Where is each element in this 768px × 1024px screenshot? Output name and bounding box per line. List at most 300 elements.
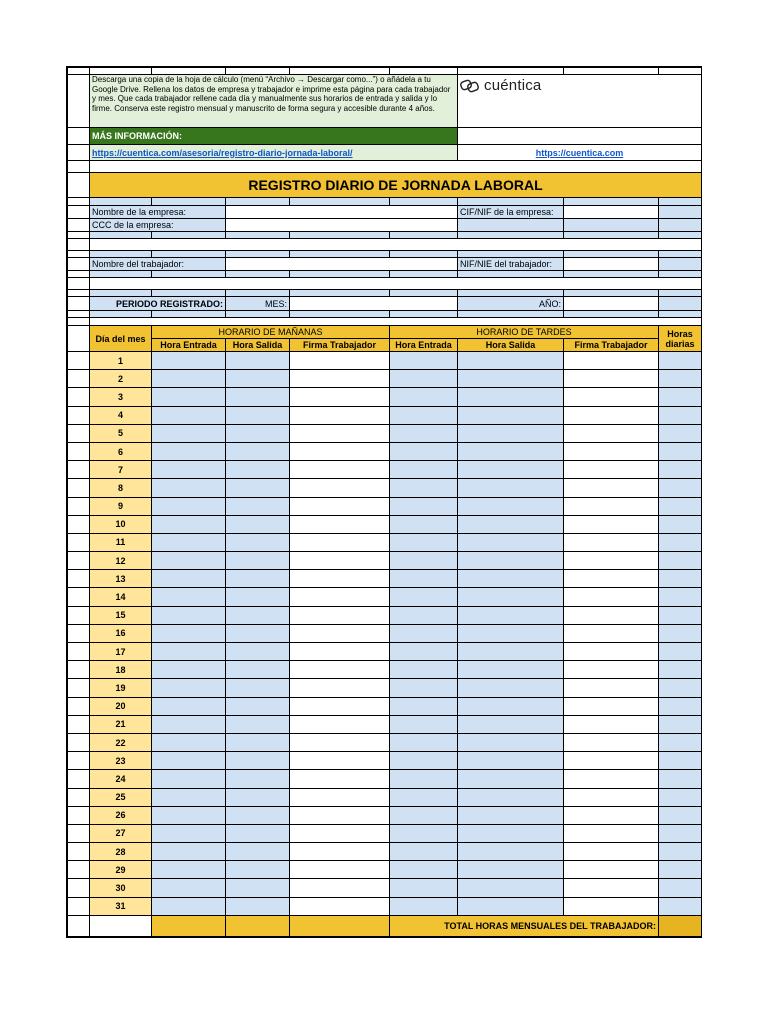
morning-entry-cell[interactable] — [152, 533, 226, 551]
daily-hours-cell[interactable] — [659, 733, 702, 751]
day-row — [68, 824, 702, 842]
afternoon-entry-cell[interactable] — [390, 697, 458, 715]
morning-signature-cell[interactable] — [290, 843, 390, 861]
morning-signature-cell[interactable] — [290, 897, 390, 915]
morning-signature-cell[interactable] — [290, 406, 390, 424]
daily-hours-cell[interactable] — [659, 352, 702, 370]
morning-signature-cell[interactable] — [290, 770, 390, 788]
row-gutter — [68, 370, 90, 388]
total-hours-label: TOTAL HORAS MENSUALES DEL TRABAJADOR: — [390, 915, 659, 936]
morning-entry-cell[interactable] — [152, 661, 226, 679]
morning-signature-cell[interactable] — [290, 352, 390, 370]
afternoon-signature-cell[interactable] — [564, 843, 659, 861]
daily-hours-cell[interactable] — [659, 515, 702, 533]
morning-entry-cell[interactable] — [152, 406, 226, 424]
afternoon-signature-cell[interactable] — [564, 552, 659, 570]
morning-entry-cell[interactable] — [152, 843, 226, 861]
morning-exit-cell[interactable] — [226, 679, 290, 697]
afternoon-exit-cell[interactable] — [458, 770, 564, 788]
day-row — [68, 879, 702, 897]
day-number: 12 — [90, 552, 152, 570]
afternoon-entry-cell[interactable] — [390, 752, 458, 770]
day-row — [68, 843, 702, 861]
month-field[interactable] — [290, 297, 458, 311]
afternoon-entry-cell[interactable] — [390, 497, 458, 515]
day-row — [68, 533, 702, 551]
day-number: 19 — [90, 679, 152, 697]
morning-signature-cell[interactable] — [290, 370, 390, 388]
afternoon-signature-cell[interactable] — [564, 497, 659, 515]
afternoon-signature-cell[interactable] — [564, 570, 659, 588]
morning-signature-cell[interactable] — [290, 461, 390, 479]
row-gutter — [68, 588, 90, 606]
morning-exit-cell[interactable] — [226, 552, 290, 570]
day-number: 6 — [90, 442, 152, 460]
morning-signature-cell[interactable] — [290, 606, 390, 624]
morning-entry-cell[interactable] — [152, 733, 226, 751]
morning-entry-cell[interactable] — [152, 752, 226, 770]
row-gutter — [68, 497, 90, 515]
afternoon-signature-cell[interactable] — [564, 479, 659, 497]
morning-entry-cell[interactable] — [152, 624, 226, 642]
ccc-field[interactable] — [226, 219, 458, 232]
morning-exit-cell[interactable] — [226, 661, 290, 679]
worker-nif-label: NIF/NIE del trabajador: — [458, 258, 564, 271]
company-name-field[interactable] — [226, 206, 458, 219]
daily-hours-cell[interactable] — [659, 479, 702, 497]
morning-signature-cell[interactable] — [290, 624, 390, 642]
afternoon-signature-cell[interactable] — [564, 533, 659, 551]
afternoon-entry-cell[interactable] — [390, 843, 458, 861]
afternoon-entry-cell[interactable] — [390, 406, 458, 424]
afternoon-entry-cell[interactable] — [390, 715, 458, 733]
morning-exit-cell[interactable] — [226, 879, 290, 897]
article-link[interactable]: https://cuentica.com/asesoria/registro-diario-jornada-laboral/ — [92, 147, 353, 158]
afternoon-exit-cell[interactable] — [458, 588, 564, 606]
morning-exit-cell[interactable] — [226, 643, 290, 661]
morning-entry-header: Hora Entrada — [152, 339, 226, 352]
afternoon-signature-cell[interactable] — [564, 861, 659, 879]
day-rows — [68, 352, 702, 916]
day-row — [68, 588, 702, 606]
morning-exit-cell[interactable] — [226, 897, 290, 915]
day-number: 18 — [90, 661, 152, 679]
day-row — [68, 806, 702, 824]
morning-signature-cell[interactable] — [290, 643, 390, 661]
afternoon-exit-cell[interactable] — [458, 570, 564, 588]
morning-entry-cell[interactable] — [152, 497, 226, 515]
morning-exit-cell[interactable] — [226, 806, 290, 824]
afternoon-entry-cell[interactable] — [390, 733, 458, 751]
afternoon-signature-cell[interactable] — [564, 442, 659, 460]
morning-signature-cell[interactable] — [290, 679, 390, 697]
afternoon-exit-cell[interactable] — [458, 370, 564, 388]
afternoon-exit-cell[interactable] — [458, 733, 564, 751]
row-gutter — [68, 388, 90, 406]
day-number: 2 — [90, 370, 152, 388]
day-row — [68, 497, 702, 515]
row-gutter — [68, 733, 90, 751]
afternoon-entry-cell[interactable] — [390, 588, 458, 606]
morning-entry-cell[interactable] — [152, 442, 226, 460]
day-row — [68, 661, 702, 679]
morning-signature-cell[interactable] — [290, 879, 390, 897]
morning-entry-cell[interactable] — [152, 861, 226, 879]
morning-signature-cell[interactable] — [290, 533, 390, 551]
daily-hours-cell[interactable] — [659, 715, 702, 733]
ccc-label: CCC de la empresa: — [90, 219, 226, 232]
afternoon-entry-cell[interactable] — [390, 461, 458, 479]
daily-hours-cell[interactable] — [659, 643, 702, 661]
morning-exit-cell[interactable] — [226, 352, 290, 370]
daily-hours-cell[interactable] — [659, 497, 702, 515]
afternoon-entry-cell[interactable] — [390, 897, 458, 915]
company-cif-label: CIF/NIF de la empresa: — [458, 206, 564, 219]
day-row — [68, 624, 702, 642]
month-label: MES: — [226, 297, 290, 311]
daily-hours-cell[interactable] — [659, 661, 702, 679]
morning-entry-cell[interactable] — [152, 388, 226, 406]
afternoon-signature-cell[interactable] — [564, 461, 659, 479]
afternoon-signature-cell[interactable] — [564, 406, 659, 424]
morning-exit-cell[interactable] — [226, 406, 290, 424]
morning-signature-cell[interactable] — [290, 588, 390, 606]
day-number: 5 — [90, 424, 152, 442]
afternoon-signature-cell[interactable] — [564, 788, 659, 806]
morning-exit-cell[interactable] — [226, 770, 290, 788]
afternoon-exit-cell[interactable] — [458, 879, 564, 897]
daily-hours-cell[interactable] — [659, 770, 702, 788]
day-row — [68, 406, 702, 424]
afternoon-signature-cell[interactable] — [564, 588, 659, 606]
daily-hours-cell[interactable] — [659, 788, 702, 806]
daily-hours-cell[interactable] — [659, 697, 702, 715]
morning-entry-cell[interactable] — [152, 715, 226, 733]
afternoon-exit-cell[interactable] — [458, 643, 564, 661]
afternoon-entry-cell[interactable] — [390, 661, 458, 679]
afternoon-signature-cell[interactable] — [564, 388, 659, 406]
morning-signature-cell[interactable] — [290, 806, 390, 824]
row-gutter — [68, 552, 90, 570]
morning-signature-cell[interactable] — [290, 697, 390, 715]
day-number: 7 — [90, 461, 152, 479]
day-number: 8 — [90, 479, 152, 497]
morning-entry-cell[interactable] — [152, 697, 226, 715]
afternoon-exit-cell[interactable] — [458, 788, 564, 806]
afternoon-exit-cell[interactable] — [458, 406, 564, 424]
morning-signature-header: Firma Trabajador — [290, 339, 390, 352]
morning-exit-cell[interactable] — [226, 479, 290, 497]
day-row — [68, 679, 702, 697]
morning-signature-cell[interactable] — [290, 733, 390, 751]
afternoon-entry-cell[interactable] — [390, 624, 458, 642]
day-row — [68, 715, 702, 733]
morning-entry-cell[interactable] — [152, 552, 226, 570]
row-gutter — [68, 515, 90, 533]
morning-signature-cell[interactable] — [290, 515, 390, 533]
afternoon-entry-cell[interactable] — [390, 442, 458, 460]
morning-exit-cell[interactable] — [226, 624, 290, 642]
morning-exit-cell[interactable] — [226, 515, 290, 533]
afternoon-entry-cell[interactable] — [390, 770, 458, 788]
afternoon-exit-cell[interactable] — [458, 533, 564, 551]
morning-exit-cell[interactable] — [226, 752, 290, 770]
afternoon-entry-cell[interactable] — [390, 388, 458, 406]
daily-hours-cell[interactable] — [659, 897, 702, 915]
morning-entry-cell[interactable] — [152, 479, 226, 497]
morning-entry-cell[interactable] — [152, 588, 226, 606]
afternoon-signature-cell[interactable] — [564, 679, 659, 697]
total-hours-field[interactable] — [659, 915, 702, 936]
morning-exit-cell[interactable] — [226, 788, 290, 806]
daily-hours-cell[interactable] — [659, 370, 702, 388]
morning-signature-cell[interactable] — [290, 715, 390, 733]
day-number: 3 — [90, 388, 152, 406]
afternoon-exit-cell[interactable] — [458, 715, 564, 733]
day-number: 4 — [90, 406, 152, 424]
morning-entry-cell[interactable] — [152, 770, 226, 788]
row-gutter — [68, 770, 90, 788]
row-gutter — [68, 624, 90, 642]
morning-entry-cell[interactable] — [152, 461, 226, 479]
afternoon-exit-cell[interactable] — [458, 424, 564, 442]
company-cif-field[interactable] — [564, 206, 659, 219]
afternoon-entry-cell[interactable] — [390, 533, 458, 551]
row-gutter — [68, 824, 90, 842]
period-label: PERIODO REGISTRADO: — [90, 297, 226, 311]
daily-hours-cell[interactable] — [659, 624, 702, 642]
row-gutter — [68, 406, 90, 424]
afternoon-exit-cell[interactable] — [458, 661, 564, 679]
morning-entry-cell[interactable] — [152, 806, 226, 824]
row-gutter — [68, 697, 90, 715]
afternoon-entry-cell[interactable] — [390, 479, 458, 497]
morning-entry-cell[interactable] — [152, 352, 226, 370]
afternoon-entry-cell[interactable] — [390, 552, 458, 570]
cuentica-logo-text: cuéntica — [484, 77, 542, 94]
home-link[interactable]: https://cuentica.com — [535, 147, 624, 158]
afternoon-signature-cell[interactable] — [564, 806, 659, 824]
morning-exit-cell[interactable] — [226, 388, 290, 406]
morning-entry-cell[interactable] — [152, 606, 226, 624]
afternoon-exit-cell[interactable] — [458, 388, 564, 406]
afternoon-exit-cell[interactable] — [458, 497, 564, 515]
morning-exit-cell[interactable] — [226, 497, 290, 515]
daily-hours-cell[interactable] — [659, 588, 702, 606]
afternoon-signature-cell[interactable] — [564, 697, 659, 715]
morning-signature-cell[interactable] — [290, 824, 390, 842]
row-gutter — [68, 461, 90, 479]
row-gutter — [68, 679, 90, 697]
afternoon-exit-cell[interactable] — [458, 461, 564, 479]
afternoon-signature-cell[interactable] — [564, 370, 659, 388]
afternoon-exit-cell[interactable] — [458, 752, 564, 770]
day-row — [68, 752, 702, 770]
afternoon-entry-cell[interactable] — [390, 879, 458, 897]
daily-hours-cell[interactable] — [659, 424, 702, 442]
day-row — [68, 424, 702, 442]
daily-hours-cell[interactable] — [659, 606, 702, 624]
morning-signature-cell[interactable] — [290, 752, 390, 770]
row-gutter — [68, 788, 90, 806]
afternoon-exit-cell[interactable] — [458, 806, 564, 824]
day-row — [68, 697, 702, 715]
afternoon-entry-cell[interactable] — [390, 679, 458, 697]
daily-hours-cell[interactable] — [659, 806, 702, 824]
company-name-label: Nombre de la empresa: — [90, 206, 226, 219]
morning-exit-cell[interactable] — [226, 424, 290, 442]
afternoon-schedule-header: HORARIO DE TARDES — [390, 326, 659, 339]
afternoon-exit-cell[interactable] — [458, 861, 564, 879]
daily-hours-cell[interactable] — [659, 533, 702, 551]
year-field[interactable] — [564, 297, 659, 311]
daily-hours-cell[interactable] — [659, 824, 702, 842]
morning-entry-cell[interactable] — [152, 515, 226, 533]
morning-exit-cell[interactable] — [226, 697, 290, 715]
afternoon-entry-cell[interactable] — [390, 788, 458, 806]
day-number: 29 — [90, 861, 152, 879]
morning-entry-cell[interactable] — [152, 824, 226, 842]
afternoon-entry-cell[interactable] — [390, 824, 458, 842]
morning-signature-cell[interactable] — [290, 788, 390, 806]
afternoon-signature-cell[interactable] — [564, 606, 659, 624]
daily-hours-cell[interactable] — [659, 861, 702, 879]
afternoon-signature-cell[interactable] — [564, 824, 659, 842]
afternoon-exit-cell[interactable] — [458, 843, 564, 861]
afternoon-signature-cell[interactable] — [564, 715, 659, 733]
afternoon-signature-cell[interactable] — [564, 770, 659, 788]
morning-entry-cell[interactable] — [152, 570, 226, 588]
row-gutter — [68, 661, 90, 679]
afternoon-entry-cell[interactable] — [390, 570, 458, 588]
morning-entry-cell[interactable] — [152, 679, 226, 697]
morning-entry-cell[interactable] — [152, 370, 226, 388]
afternoon-signature-cell[interactable] — [564, 643, 659, 661]
morning-exit-cell[interactable] — [226, 533, 290, 551]
afternoon-exit-cell[interactable] — [458, 606, 564, 624]
morning-signature-cell[interactable] — [290, 479, 390, 497]
afternoon-entry-cell[interactable] — [390, 424, 458, 442]
morning-exit-cell[interactable] — [226, 843, 290, 861]
morning-exit-cell[interactable] — [226, 715, 290, 733]
day-row — [68, 733, 702, 751]
morning-signature-cell[interactable] — [290, 570, 390, 588]
afternoon-signature-cell[interactable] — [564, 897, 659, 915]
daily-hours-cell[interactable] — [659, 879, 702, 897]
morning-exit-cell[interactable] — [226, 570, 290, 588]
afternoon-signature-cell[interactable] — [564, 424, 659, 442]
afternoon-exit-cell[interactable] — [458, 352, 564, 370]
morning-exit-cell[interactable] — [226, 461, 290, 479]
daily-hours-cell[interactable] — [659, 406, 702, 424]
morning-exit-cell[interactable] — [226, 733, 290, 751]
afternoon-entry-cell[interactable] — [390, 643, 458, 661]
day-number: 1 — [90, 352, 152, 370]
morning-entry-cell[interactable] — [152, 879, 226, 897]
afternoon-entry-cell[interactable] — [390, 515, 458, 533]
daily-hours-cell[interactable] — [659, 461, 702, 479]
afternoon-exit-cell[interactable] — [458, 679, 564, 697]
afternoon-signature-cell[interactable] — [564, 661, 659, 679]
morning-exit-cell[interactable] — [226, 442, 290, 460]
afternoon-exit-header: Hora Salida — [458, 339, 564, 352]
morning-exit-cell[interactable] — [226, 370, 290, 388]
morning-entry-cell[interactable] — [152, 424, 226, 442]
afternoon-entry-cell[interactable] — [390, 861, 458, 879]
day-number: 27 — [90, 824, 152, 842]
morning-exit-cell[interactable] — [226, 606, 290, 624]
morning-signature-cell[interactable] — [290, 388, 390, 406]
afternoon-entry-cell[interactable] — [390, 806, 458, 824]
daily-hours-cell[interactable] — [659, 752, 702, 770]
afternoon-signature-cell[interactable] — [564, 352, 659, 370]
afternoon-signature-cell[interactable] — [564, 752, 659, 770]
afternoon-exit-cell[interactable] — [458, 479, 564, 497]
morning-signature-cell[interactable] — [290, 442, 390, 460]
morning-exit-cell[interactable] — [226, 861, 290, 879]
day-number: 31 — [90, 897, 152, 915]
day-row — [68, 370, 702, 388]
daily-hours-cell[interactable] — [659, 679, 702, 697]
morning-signature-cell[interactable] — [290, 661, 390, 679]
afternoon-entry-cell[interactable] — [390, 606, 458, 624]
afternoon-exit-cell[interactable] — [458, 897, 564, 915]
afternoon-entry-cell[interactable] — [390, 370, 458, 388]
row-gutter — [68, 715, 90, 733]
worker-name-field[interactable] — [226, 258, 458, 271]
daily-hours-cell[interactable] — [659, 570, 702, 588]
daily-hours-cell[interactable] — [659, 552, 702, 570]
year-label: AÑO: — [458, 297, 564, 311]
afternoon-signature-cell[interactable] — [564, 515, 659, 533]
afternoon-exit-cell[interactable] — [458, 442, 564, 460]
morning-exit-cell[interactable] — [226, 824, 290, 842]
daily-hours-cell[interactable] — [659, 388, 702, 406]
morning-signature-cell[interactable] — [290, 861, 390, 879]
day-row — [68, 897, 702, 915]
day-number: 28 — [90, 843, 152, 861]
afternoon-exit-cell[interactable] — [458, 624, 564, 642]
afternoon-exit-cell[interactable] — [458, 515, 564, 533]
day-number: 13 — [90, 570, 152, 588]
morning-entry-cell[interactable] — [152, 643, 226, 661]
morning-exit-cell[interactable] — [226, 588, 290, 606]
day-row — [68, 570, 702, 588]
afternoon-signature-cell[interactable] — [564, 879, 659, 897]
cuentica-logo-icon — [460, 79, 482, 93]
worker-nif-field[interactable] — [564, 258, 659, 271]
daily-hours-cell[interactable] — [659, 843, 702, 861]
morning-entry-cell[interactable] — [152, 897, 226, 915]
afternoon-signature-cell[interactable] — [564, 624, 659, 642]
day-row — [68, 442, 702, 460]
afternoon-entry-header: Hora Entrada — [390, 339, 458, 352]
morning-signature-cell[interactable] — [290, 424, 390, 442]
afternoon-signature-cell[interactable] — [564, 733, 659, 751]
afternoon-exit-cell[interactable] — [458, 824, 564, 842]
daily-hours-cell[interactable] — [659, 442, 702, 460]
afternoon-exit-cell[interactable] — [458, 697, 564, 715]
afternoon-exit-cell[interactable] — [458, 552, 564, 570]
morning-entry-cell[interactable] — [152, 788, 226, 806]
day-number: 20 — [90, 697, 152, 715]
morning-signature-cell[interactable] — [290, 497, 390, 515]
row-gutter — [68, 479, 90, 497]
day-row — [68, 515, 702, 533]
day-number: 30 — [90, 879, 152, 897]
morning-signature-cell[interactable] — [290, 552, 390, 570]
afternoon-entry-cell[interactable] — [390, 352, 458, 370]
